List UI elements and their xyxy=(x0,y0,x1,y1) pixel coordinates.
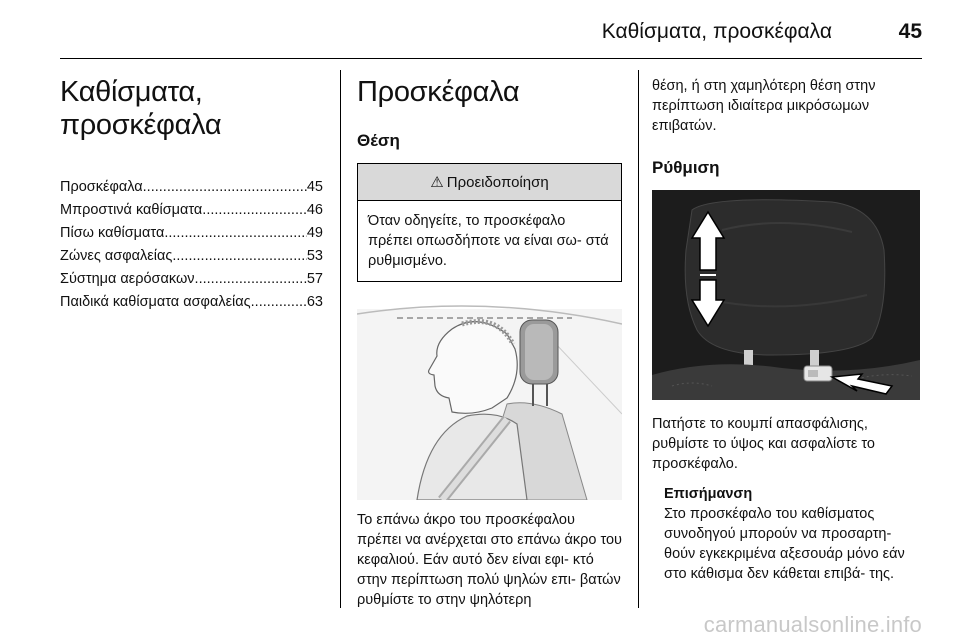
watermark: carmanualsonline.info xyxy=(703,612,922,637)
header-rule xyxy=(60,58,922,59)
toc-page: 49 xyxy=(306,225,323,241)
toc-label: Πίσω καθίσματα xyxy=(60,225,165,241)
column-divider-1 xyxy=(340,70,341,608)
chapter-title-line1: Καθίσματα, xyxy=(60,76,203,108)
toc-entry[interactable] xyxy=(60,245,323,268)
headrest-adjust-icon xyxy=(652,190,920,400)
toc-label: Παιδικά καθίσματα ασφαλείας xyxy=(60,294,251,310)
toc-page: 53 xyxy=(306,248,323,264)
toc-entry[interactable] xyxy=(60,199,323,222)
toc-entry[interactable] xyxy=(60,291,323,314)
driver-headrest-icon xyxy=(357,294,622,500)
toc-page: 57 xyxy=(306,271,323,287)
header-title: Καθίσματα, προσκέφαλα xyxy=(601,20,832,43)
position-heading: Θέση xyxy=(357,131,400,150)
toc-label: Σύστημα αερόσακων xyxy=(60,271,195,287)
toc-entry[interactable] xyxy=(60,176,323,199)
toc-leader xyxy=(143,176,307,199)
toc-page: 63 xyxy=(306,294,323,310)
toc-label: Μπροστινά καθίσματα xyxy=(60,202,203,218)
toc-entry[interactable] xyxy=(60,268,323,291)
chapter-contents xyxy=(60,76,323,314)
headrest-position-illustration xyxy=(357,294,622,500)
toc-page: 46 xyxy=(306,202,323,218)
adjust-paragraph: Πατήστε το κουμπί απασφάλισης, ρυθμίστε το ύψος και ασφαλίστε το προσκέφαλο. xyxy=(652,416,876,472)
toc-label: Προσκέφαλα xyxy=(60,179,143,195)
toc-leader xyxy=(195,268,307,291)
adjust-heading: Ρύθμιση xyxy=(652,158,720,177)
headrest-section-continued xyxy=(652,76,920,584)
warning-box xyxy=(357,163,622,282)
warning-header xyxy=(358,164,621,201)
chapter-title-line2: προσκέφαλα xyxy=(60,109,222,141)
toc-entry[interactable] xyxy=(60,222,323,245)
headrest-section xyxy=(357,76,622,610)
toc-leader xyxy=(251,291,307,314)
warning-triangle-icon: ⚠ xyxy=(430,174,444,191)
toc-page: 45 xyxy=(306,179,323,195)
toc-leader xyxy=(164,222,307,245)
position-paragraph-continued: θέση, ή στη χαμηλότερη θέση στην περίπτωση ιδιαίτερα μικρόσωμων επιβατών. xyxy=(652,78,876,134)
column-divider-2 xyxy=(638,70,639,608)
note-text: Στο προσκέφαλο του καθίσματος συνοδηγού μπορούν να προσαρτη- θούν εγκεκριμένα αξεσουάρ μόνο εάν στο κάθισμα δεν κάθεται επιβά- της. xyxy=(664,506,905,582)
toc-label: Ζώνες ασφαλείας xyxy=(60,248,173,264)
section-title: Προσκέφαλα xyxy=(357,76,520,108)
warning-text: Όταν οδηγείτε, το προσκέφαλο πρέπει οπωσδήποτε να είναι σω- στά ρυθμισμένο. xyxy=(368,213,609,269)
toc-leader xyxy=(172,245,307,268)
toc-leader xyxy=(202,199,307,222)
headrest-adjust-illustration xyxy=(652,190,920,400)
warning-title: Προειδοποίηση xyxy=(446,173,549,191)
note-title: Επισήμανση xyxy=(664,486,753,502)
chapter-title xyxy=(60,76,323,142)
toc-list xyxy=(60,176,323,314)
note-box xyxy=(664,484,920,584)
page-number: 45 xyxy=(898,20,922,43)
position-paragraph: Το επάνω άκρο του προσκέφαλου πρέπει να ανέρχεται στο επάνω άκρο του κεφαλιού. Εάν αυτό δεν είναι εφι- κτό στην περίπτωση πολύ ψηλών επι- βατών ρυθμίστε το στην ψηλότερη xyxy=(357,512,622,608)
